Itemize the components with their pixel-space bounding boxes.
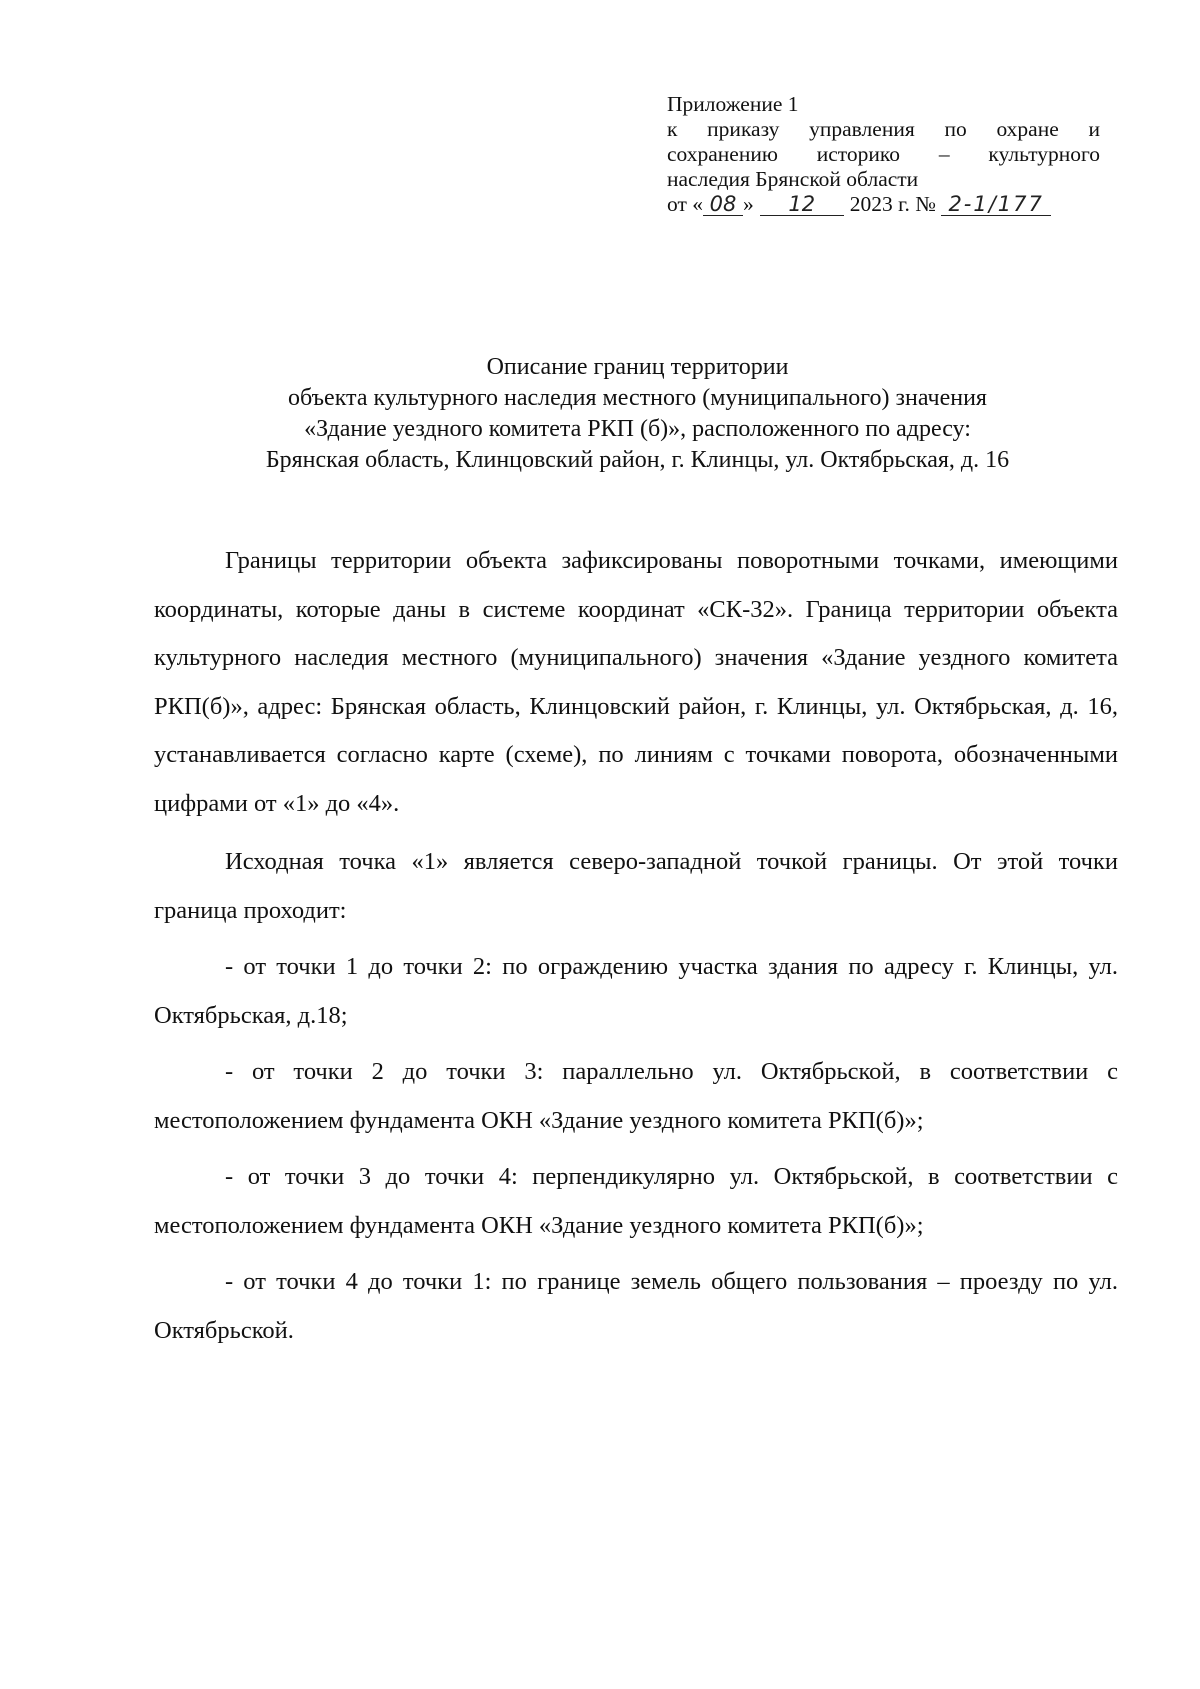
heading-line-1: Описание границ территории bbox=[486, 354, 789, 380]
document-heading bbox=[150, 352, 1125, 476]
paragraph-segment-3-4: - от точки 3 до точки 4: перпендикулярно ул. Октябрьской, в соответствии с местоположением фундамента ОКН «Здание уездного комитета РКП(б)»; bbox=[154, 1163, 1118, 1239]
appendix-line-3: сохранению историко – культурного bbox=[667, 142, 1100, 166]
paragraph-segment-1-2: - от точки 1 до точки 2: по ограждению участка здания по адресу г. Клинцы, ул. Октябрьская, д.18; bbox=[154, 953, 1118, 1029]
document-body bbox=[154, 537, 1118, 1363]
paragraph-segment-2-3: - от точки 2 до точки 3: параллельно ул. Октябрьской, в соответствии с местоположением фундамента ОКН «Здание уездного комитета РКП(б)»; bbox=[154, 1058, 1118, 1134]
handwritten-day: 08 bbox=[703, 193, 743, 216]
heading-line-2: объекта культурного наследия местного (муниципального) значения bbox=[288, 385, 987, 411]
paragraph-segment-4-1: - от точки 4 до точки 1: по границе земель общего пользования – проезду по ул. Октябрьской. bbox=[154, 1268, 1118, 1344]
paragraph-starting-point: Исходная точка «1» является северо-западной точкой границы. От этой точки граница проходит: bbox=[154, 848, 1118, 924]
date-year: 2023 г. № bbox=[849, 192, 936, 216]
handwritten-order-number: 2-1/177 bbox=[941, 193, 1051, 216]
appendix-title: Приложение 1 bbox=[667, 92, 799, 116]
heading-line-3: «Здание уездного комитета РКП (б)», расположенного по адресу: bbox=[304, 416, 971, 442]
handwritten-month: 12 bbox=[760, 193, 844, 216]
order-date-line bbox=[667, 192, 1100, 222]
appendix-line-4: наследия Брянской области bbox=[667, 167, 919, 191]
heading-line-4: Брянская область, Клинцовский район, г. Клинцы, ул. Октябрьская, д. 16 bbox=[265, 447, 1010, 473]
appendix-line-2: к приказу управления по охране и bbox=[667, 117, 1100, 141]
date-prefix: от « bbox=[667, 192, 703, 216]
paragraph-boundaries-intro: Границы территории объекта зафиксированы поворотными точками, имеющими координаты, которые даны в системе координат «СК-32». Граница территории объекта культурного наследия местного (муниципального) значения «Здание уездного комитета РКП(б)», адрес: Брянская область, Клинцовский район, г. Клинцы, ул. Октябрьская, д. 16, устанавливается согласно карте (схеме), по линиям с точками поворота, обозначенными цифрами от «1» до «4». bbox=[154, 547, 1118, 817]
date-close-quote: » bbox=[743, 192, 754, 216]
appendix-header bbox=[667, 92, 1100, 222]
